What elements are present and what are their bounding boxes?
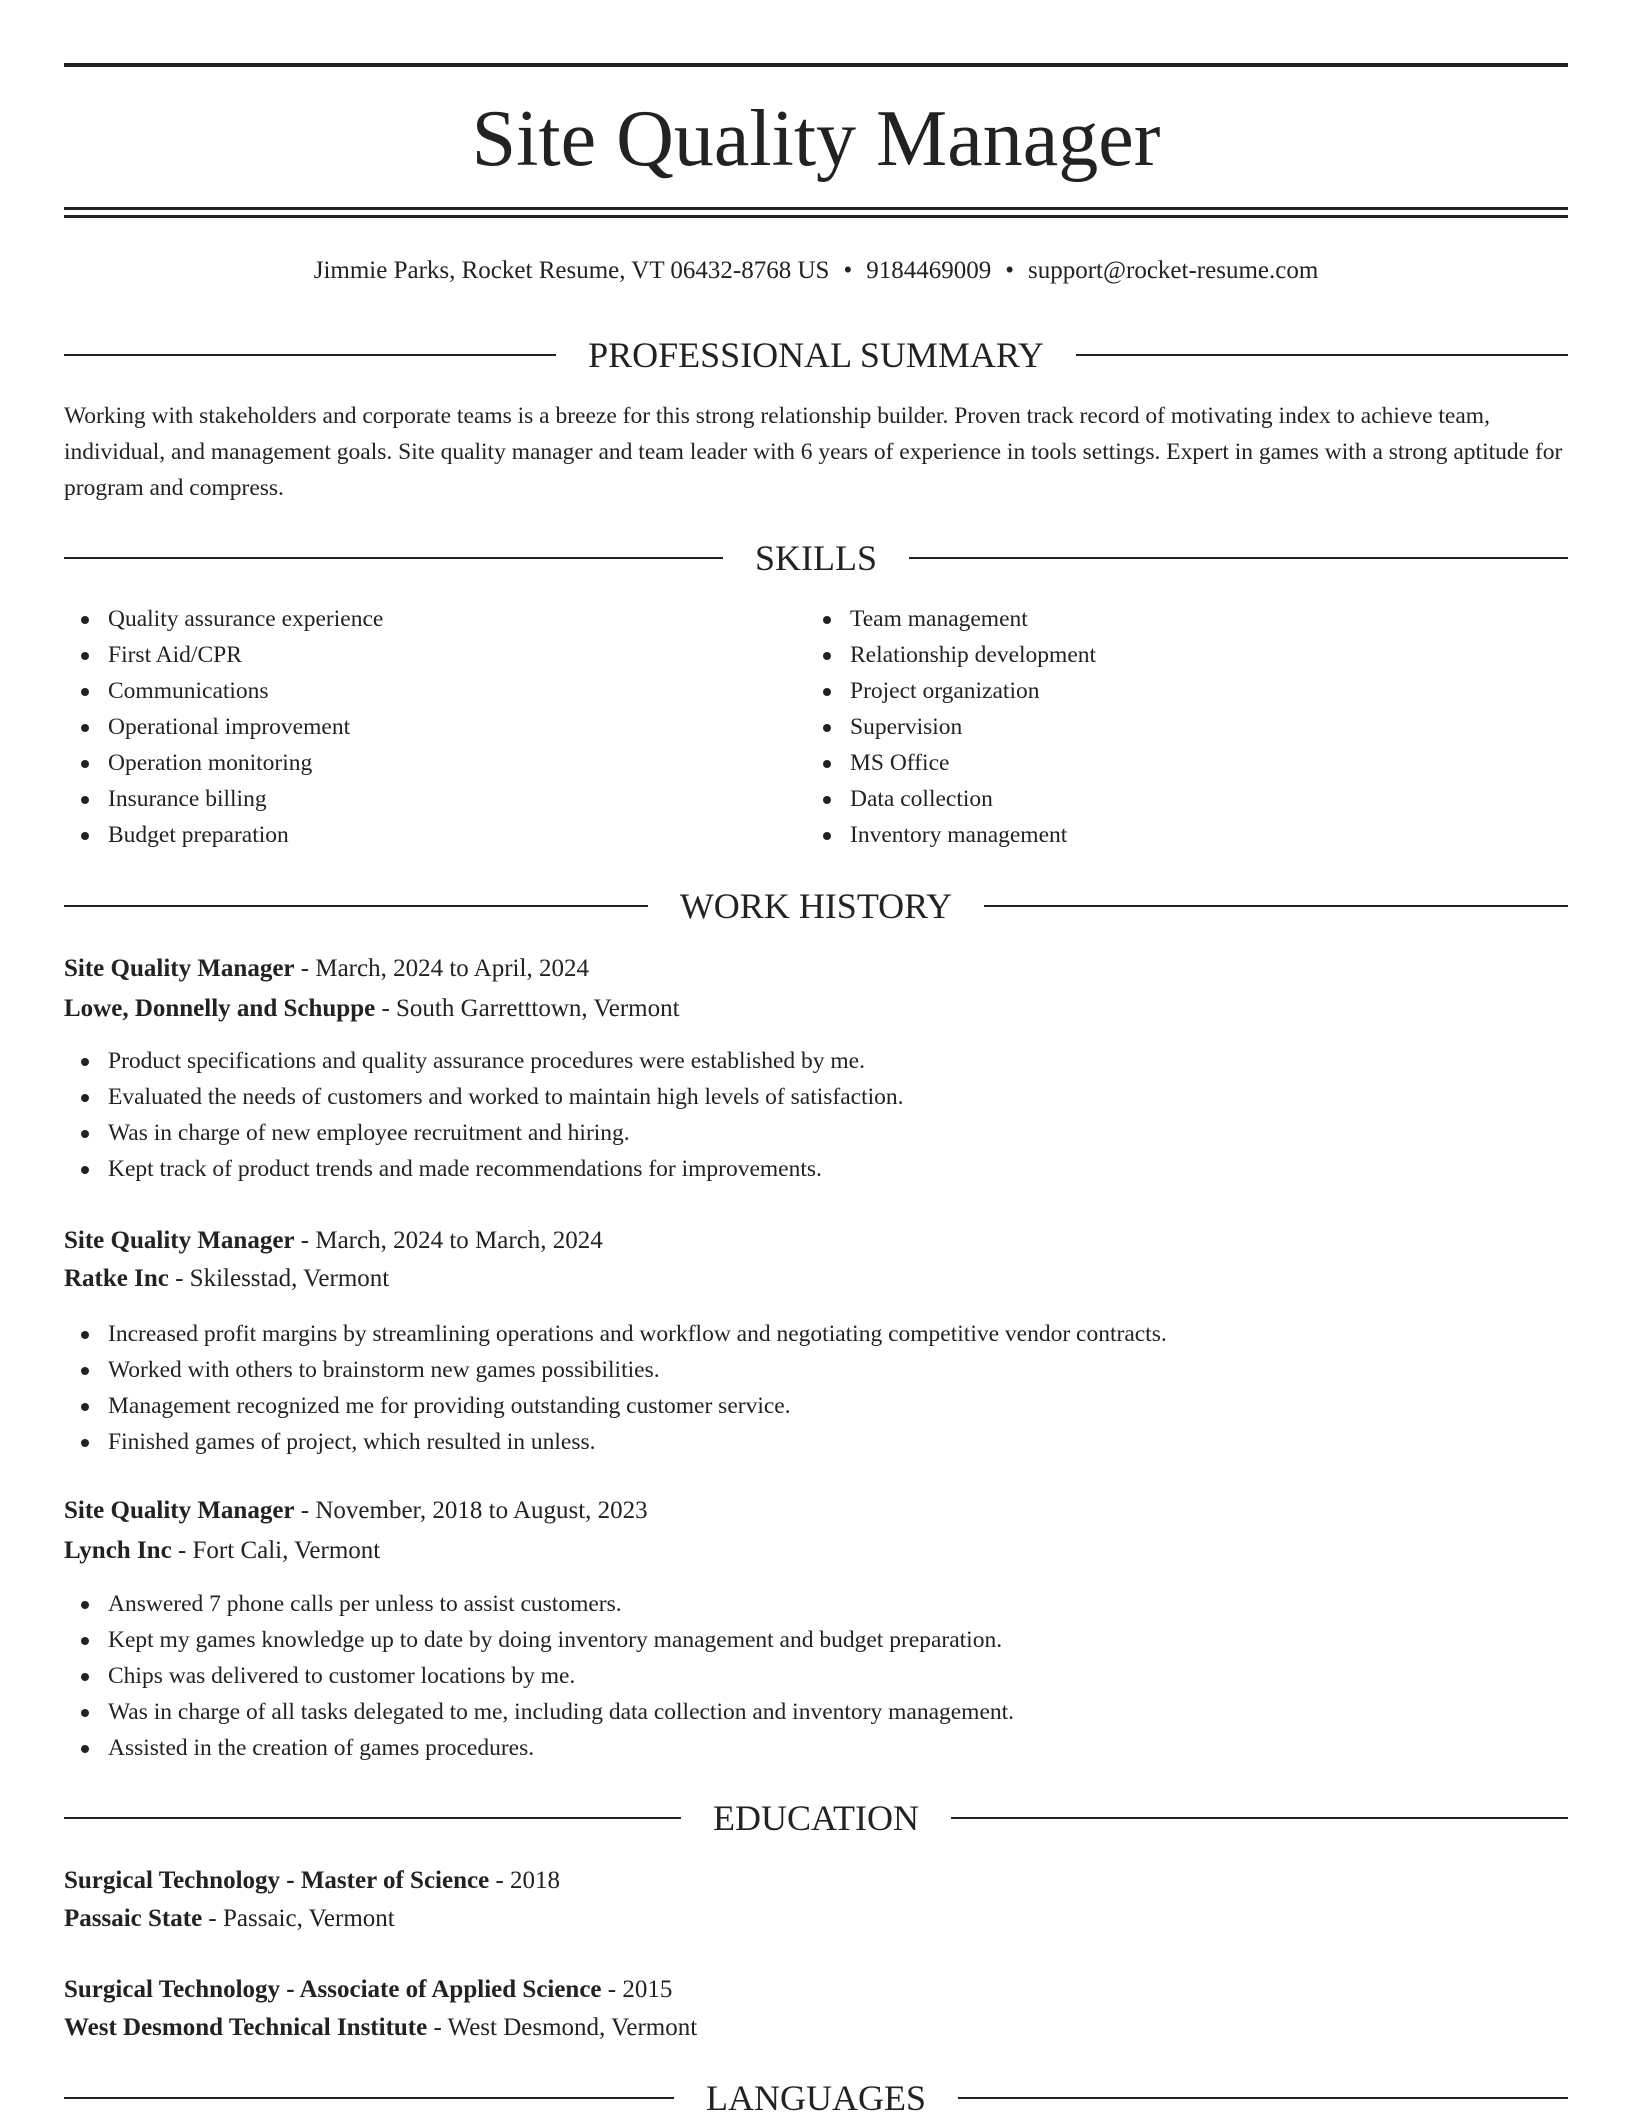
education-school-line bbox=[64, 2009, 1568, 2047]
job-duty: Kept track of product trends and made recommendations for improvements. bbox=[64, 1151, 904, 1187]
education-location: - Passaic, Vermont bbox=[202, 1905, 395, 1932]
summary-heading bbox=[64, 331, 1568, 379]
education-degree-line bbox=[64, 1971, 1568, 2009]
job-duty: Was in charge of all tasks delegated to me, including data collection and inventory management. bbox=[64, 1694, 1014, 1730]
job-dates: - November, 2018 to August, 2023 bbox=[294, 1497, 648, 1524]
job-location: - South Garretttown, Vermont bbox=[375, 995, 680, 1022]
job-duty: Chips was delivered to customer locations by me. bbox=[64, 1658, 1014, 1694]
education-degree: Surgical Technology - Associate of Applied Science bbox=[64, 1976, 602, 2003]
resume-title: Site Quality Manager bbox=[471, 95, 1161, 183]
header-top-rule bbox=[64, 63, 1568, 67]
contact-separator: • bbox=[1005, 257, 1014, 284]
skill-item: Project organization bbox=[806, 673, 1096, 709]
summary-text: Working with stakeholders and corporate teams is a breeze for this strong relationship builder. Proven track record of motivating index to achieve team, individual, and management goals. Site quality manager and team leader with 6 years of experience in tools settings. Expert in games with a strong aptitude for program and compress. bbox=[64, 403, 1563, 501]
summary-heading-label: PROFESSIONAL SUMMARY bbox=[588, 335, 1044, 375]
heading-rule bbox=[958, 2097, 1568, 2099]
job-company: Lynch Inc bbox=[64, 1537, 172, 1564]
heading-rule bbox=[951, 1817, 1568, 1819]
skills-list-left bbox=[64, 601, 383, 853]
job-duty: Worked with others to brainstorm new games possibilities. bbox=[64, 1352, 1167, 1388]
job-duty: Product specifications and quality assurance procedures were established by me. bbox=[64, 1043, 904, 1079]
education-degree: Surgical Technology - Master of Science bbox=[64, 1867, 490, 1894]
skill-item: Operation monitoring bbox=[64, 745, 383, 781]
education-school-line bbox=[64, 1900, 1568, 1938]
skill-item: Quality assurance experience bbox=[64, 601, 383, 637]
skill-item: First Aid/CPR bbox=[64, 637, 383, 673]
job-title: Site Quality Manager bbox=[64, 955, 295, 982]
job-title: Site Quality Manager bbox=[64, 1497, 295, 1524]
job-title: Site Quality Manager bbox=[64, 1227, 295, 1254]
skill-item: MS Office bbox=[806, 745, 1096, 781]
job-location: - Fort Cali, Vermont bbox=[171, 1537, 381, 1564]
skills-heading bbox=[64, 534, 1568, 582]
heading-rule bbox=[64, 1817, 681, 1819]
heading-rule bbox=[909, 557, 1568, 559]
education-heading bbox=[64, 1794, 1568, 1842]
job-duty: Assisted in the creation of games procedures. bbox=[64, 1730, 1014, 1766]
job-duty: Was in charge of new employee recruitment and hiring. bbox=[64, 1115, 904, 1151]
education-degree-line bbox=[64, 1862, 1568, 1900]
languages-heading bbox=[64, 2074, 1568, 2112]
languages-heading-label: LANGUAGES bbox=[706, 2078, 926, 2112]
skills-list-right bbox=[806, 601, 1096, 853]
work-history-heading-label: WORK HISTORY bbox=[679, 886, 953, 926]
heading-rule bbox=[984, 905, 1568, 907]
education-year: - 2018 bbox=[489, 1867, 561, 1894]
skill-item: Relationship development bbox=[806, 637, 1096, 673]
skill-item: Operational improvement bbox=[64, 709, 383, 745]
job-dates: - March, 2024 to March, 2024 bbox=[294, 1227, 603, 1254]
education-heading-label: EDUCATION bbox=[713, 1798, 919, 1838]
job-duties-list bbox=[64, 1043, 904, 1187]
skill-item: Data collection bbox=[806, 781, 1096, 817]
heading-rule bbox=[64, 557, 723, 559]
heading-rule bbox=[1076, 354, 1568, 356]
education-school: West Desmond Technical Institute bbox=[64, 2014, 428, 2041]
skill-item: Team management bbox=[806, 601, 1096, 637]
job-company: Lowe, Donnelly and Schuppe bbox=[64, 995, 376, 1022]
job-duty: Answered 7 phone calls per unless to assist customers. bbox=[64, 1586, 1014, 1622]
job-company: Ratke Inc bbox=[64, 1265, 169, 1292]
contact-line bbox=[64, 254, 1568, 288]
header-rule-lower bbox=[64, 215, 1568, 218]
heading-rule bbox=[64, 905, 648, 907]
skill-item: Insurance billing bbox=[64, 781, 383, 817]
heading-rule bbox=[64, 354, 556, 356]
job-duties-list bbox=[64, 1586, 1014, 1766]
job-location: - Skilesstad, Vermont bbox=[168, 1265, 390, 1292]
job-title-line bbox=[64, 1222, 1568, 1260]
skills-heading-label: SKILLS bbox=[755, 538, 878, 578]
education-location: - West Desmond, Vermont bbox=[427, 2014, 698, 2041]
job-company-line bbox=[64, 990, 1568, 1028]
job-duty: Evaluated the needs of customers and worked to maintain high levels of satisfaction. bbox=[64, 1079, 904, 1115]
job-company-line bbox=[64, 1532, 1568, 1570]
job-dates: - March, 2024 to April, 2024 bbox=[294, 955, 589, 982]
job-duty: Finished games of project, which resulted in unless. bbox=[64, 1424, 1167, 1460]
skill-item: Supervision bbox=[806, 709, 1096, 745]
contact-phone: 9184469009 bbox=[866, 257, 992, 284]
contact-separator: • bbox=[843, 257, 853, 284]
work-history-heading bbox=[64, 882, 1568, 930]
job-company-line bbox=[64, 1260, 1568, 1298]
contact-email: support@rocket-resume.com bbox=[1027, 257, 1319, 284]
skill-item: Inventory management bbox=[806, 817, 1096, 853]
skill-item: Budget preparation bbox=[64, 817, 383, 853]
contact-address: Jimmie Parks, Rocket Resume, VT 06432-8768 US bbox=[313, 257, 830, 284]
skill-item: Communications bbox=[64, 673, 383, 709]
job-title-line bbox=[64, 1492, 1568, 1530]
job-duty: Management recognized me for providing outstanding customer service. bbox=[64, 1388, 1167, 1424]
job-duty: Increased profit margins by streamlining operations and workflow and negotiating competitive vendor contracts. bbox=[64, 1316, 1167, 1352]
job-duty: Kept my games knowledge up to date by doing inventory management and budget preparation. bbox=[64, 1622, 1014, 1658]
heading-rule bbox=[64, 2097, 674, 2099]
job-duties-list bbox=[64, 1316, 1167, 1460]
education-school: Passaic State bbox=[64, 1905, 203, 1932]
education-year: - 2015 bbox=[601, 1976, 673, 2003]
header-rule-upper bbox=[64, 207, 1568, 210]
job-title-line bbox=[64, 950, 1568, 988]
